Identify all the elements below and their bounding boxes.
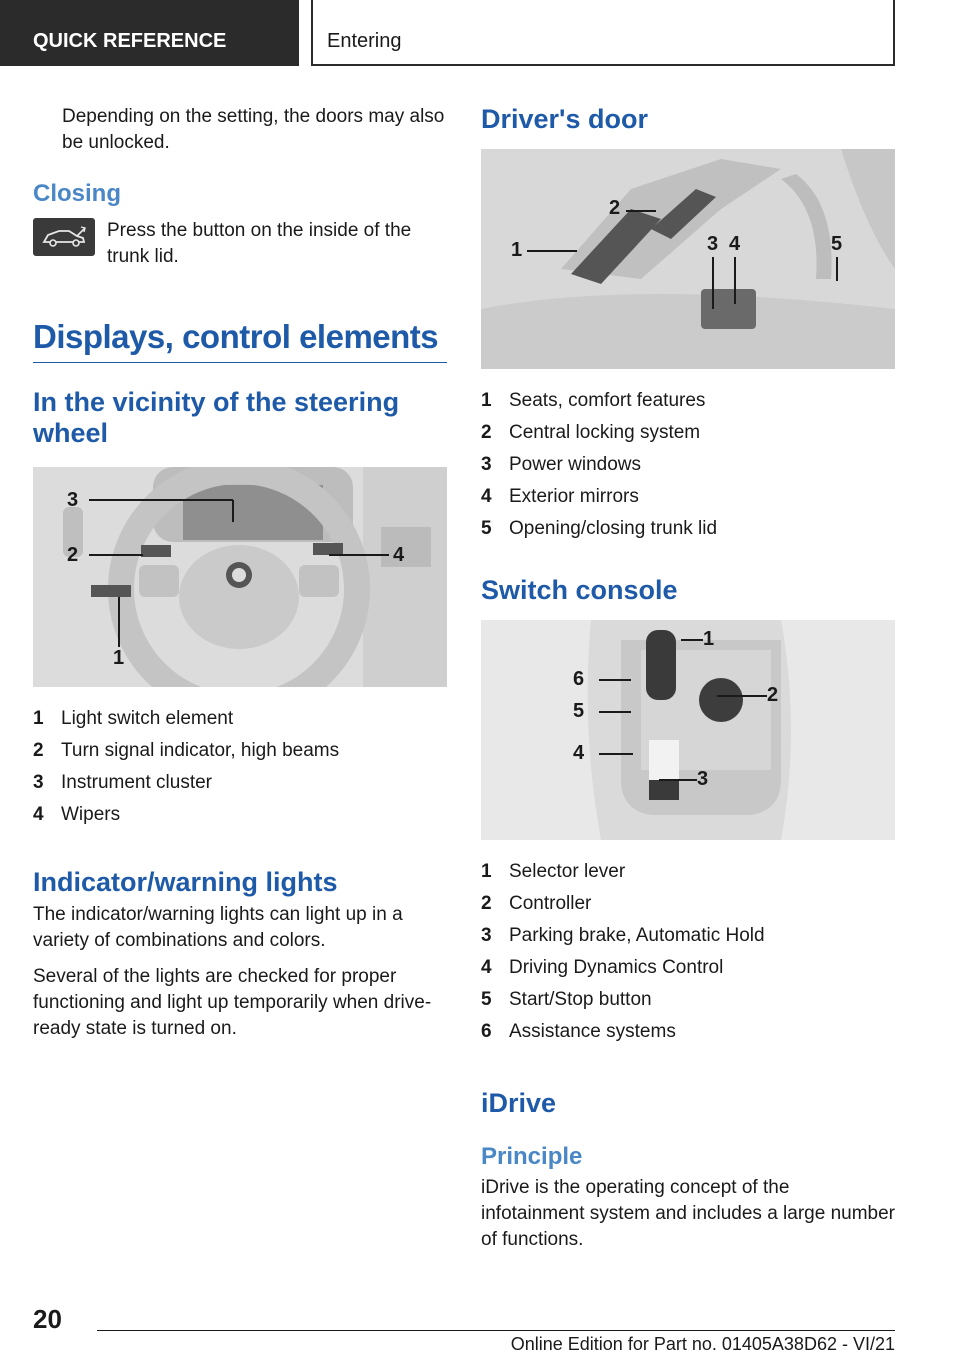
drivers-door-heading: Driver's door [481, 104, 648, 134]
steering-heading: In the vicinity of the steering wheel [33, 387, 400, 448]
closing-text: Press the button on the inside of the trunk lid. [107, 220, 412, 267]
callout-6: 6 [573, 668, 585, 690]
list-item: 1 Selector lever [481, 861, 626, 882]
callout-4: 4 [393, 544, 405, 566]
callout-1: 1 [511, 239, 523, 261]
list-item: 3 Parking brake, Automatic Hold [481, 925, 765, 946]
idrive-heading: iDrive [481, 1088, 557, 1118]
list-item: 5 Start/Stop button [481, 989, 652, 1010]
list-item: 2 Central locking system [481, 422, 701, 443]
header-section-tab [0, 0, 299, 66]
left-column [33, 104, 447, 1042]
list-item: 4 Driving Dynamics Control [481, 957, 724, 978]
indicator-heading: Indicator/warning lights [33, 867, 338, 897]
steering-wheel-figure [33, 467, 447, 687]
right-column [481, 104, 895, 1253]
header-chapter-tab [311, 0, 895, 66]
callout-5: 5 [573, 700, 585, 722]
callout-2: 2 [767, 684, 779, 706]
idrive-text: iDrive is the operating concept of the infotainment system and includes a large number of functions. [481, 1177, 896, 1250]
list-item: 1 Seats, comfort features [481, 390, 706, 411]
callout-1: 1 [113, 647, 125, 669]
principle-heading: Principle [481, 1143, 583, 1170]
list-item: 1 Light switch element [33, 708, 234, 729]
callout-3: 3 [697, 768, 709, 790]
console-legend [481, 856, 895, 1048]
callout-4: 4 [729, 233, 741, 255]
door-legend [481, 385, 895, 545]
callout-5: 5 [831, 233, 843, 255]
indicator-para-1: The indicator/warning lights can light up in a variety of combinations and colors. [33, 904, 403, 951]
callout-2: 2 [67, 544, 79, 566]
list-item: 2 Controller [481, 893, 592, 914]
closing-row [33, 218, 447, 270]
list-item: 4 Wipers [33, 804, 121, 825]
callout-1: 1 [703, 628, 715, 650]
drivers-door-figure [481, 149, 895, 369]
page-number: 20 [33, 1304, 62, 1334]
car-trunk-icon [33, 218, 95, 256]
callout-3: 3 [67, 489, 79, 511]
footer-divider [97, 1330, 895, 1331]
intro-text: Depending on the setting, the doors may also be unlocked. [62, 106, 445, 153]
chapter-heading: Displays, control elements [33, 318, 447, 363]
list-item: 6 Assistance systems [481, 1021, 676, 1042]
list-item: 4 Exterior mirrors [481, 486, 639, 507]
header-chapter-label: Entering [327, 30, 402, 52]
list-item: 3 Instrument cluster [33, 772, 212, 793]
callout-2: 2 [609, 197, 621, 219]
list-item: 5 Opening/closing trunk lid [481, 518, 718, 539]
footer-edition: Online Edition for Part no. 01405A38D62 - VI/21 [510, 1334, 895, 1354]
list-item: 2 Turn signal indicator, high beams [33, 740, 340, 761]
callout-4: 4 [573, 742, 585, 764]
list-item: 3 Power windows [481, 454, 641, 475]
closing-heading: Closing [33, 180, 121, 207]
callout-3: 3 [707, 233, 719, 255]
steering-legend [33, 703, 447, 831]
switch-console-figure [481, 620, 895, 840]
switch-console-heading: Switch console [481, 575, 678, 605]
indicator-para-2: Several of the lights are checked for proper functioning and light up temporarily when drive-ready state is turned on. [33, 966, 432, 1039]
header-section-label: QUICK REFERENCE [33, 30, 227, 52]
